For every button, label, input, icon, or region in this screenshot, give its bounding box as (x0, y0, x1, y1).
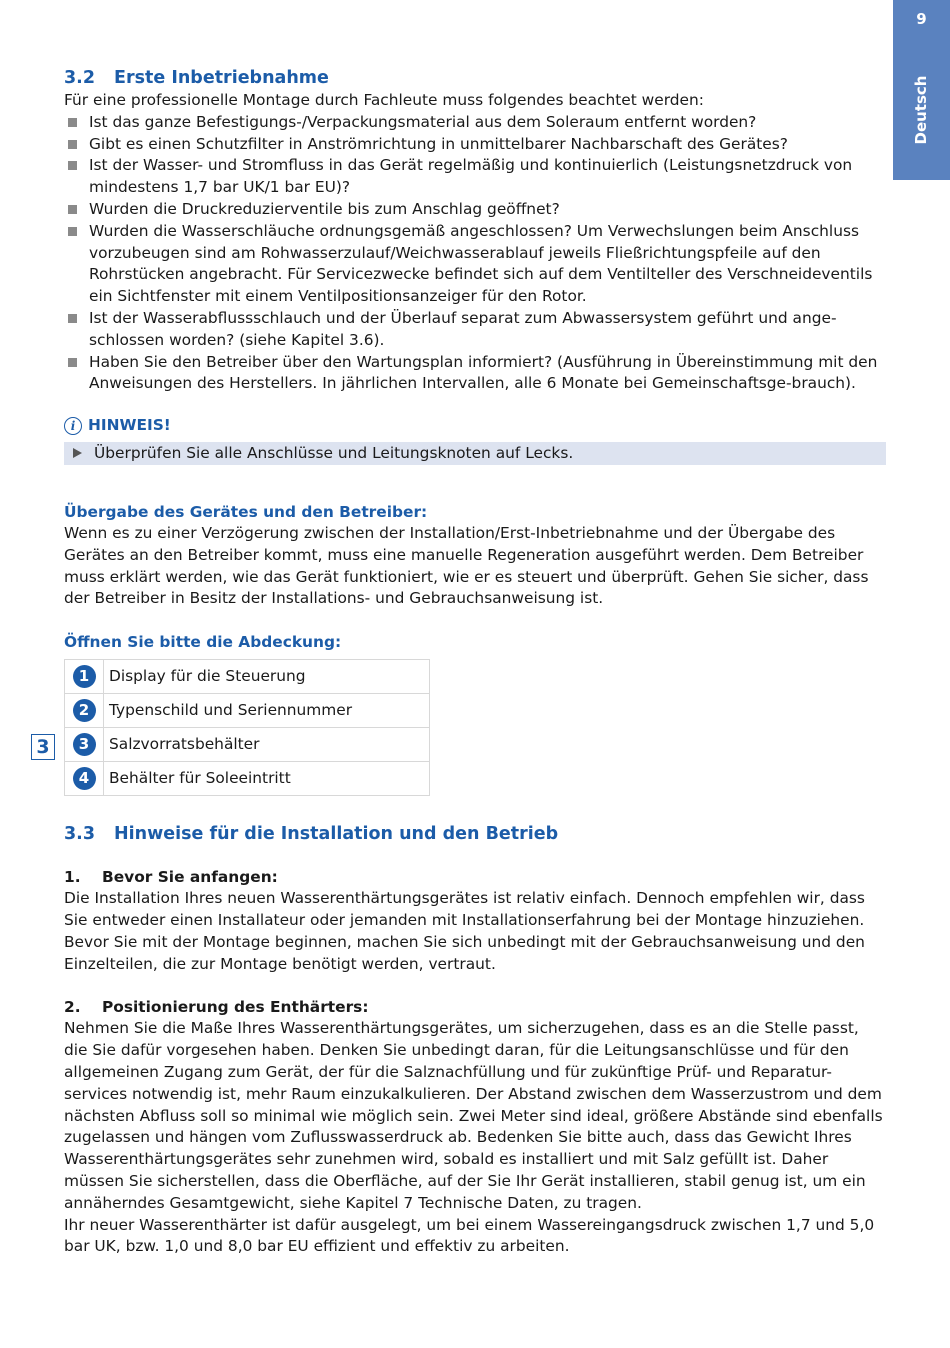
checklist (64, 112, 886, 395)
subsection-text: Ihr neuer Wasserenthärter ist dafür ausgelegt, um bei einem Wassereingangsdruck zwischen 1,7 und 5,0 bar UK, bzw. 1,0 und 8,0 bar EU effizient und effektiv zu arbeiten. (64, 1215, 875, 1256)
checklist-item: Ist das ganze Befestigungs-/Verpackungsmaterial aus dem Soleraum entfernt worden? (64, 112, 886, 134)
number-badge: 4 (73, 767, 96, 790)
subsection-heading (64, 866, 886, 888)
subsection-title: Bevor Sie anfangen: (102, 868, 278, 887)
checklist-item: Gibt es einen Schutzfilter in Anströmrichtung in unmittelbarer Nachbarschaft des Gerätes? (64, 134, 886, 156)
checklist-item: Ist der Wasser- und Stromfluss in das Gerät regelmäßig und kontinuierlich (Leistungsnetzdruck von mindestens 1,7 bar UK/1 bar EU)? (64, 155, 886, 199)
subsection-text: Nehmen Sie die Maße Ihres Wasserenthärtungsgerätes, um sicherzugehen, dass es an die Stelle passt, die Sie dafür vorgesehen haben. Denken Sie unbedingt daran, für die Leitungsanschlüsse und für den allgemeinen Zugang zum Gerät, der für die Salznachfüllung und für zukünftige Prüf- und Reparatur-services notwendig ist, mehr Raum einzukalkulieren. Der Abstand zwischen dem Wasserzustrom und dem nächsten Abfluss soll so minimal wie möglich sein. Zwei Meter sind ideal, größere Abstände sind ebenfalls zugelassen und hängen vom Zuflusswasserdruck ab. Bedenken Sie bitte auch, dass das Gewicht Ihres Wasserenthärtungsgerätes sehr zunehmen wird, sobald es installiert und mit Salz gefüllt ist. Daher müssen Sie sicherstellen, dass die Oberfläche, auf der Sie Ihr Gerät installieren, stabil genug ist, um ein annäherndes Gesamtgewicht, siehe Kapitel 7 Technische Daten, zu tragen. (64, 1019, 883, 1212)
section-intro: Für eine professionelle Montage durch Fachleute muss folgendes beachtet werden: (64, 91, 704, 109)
table-row (65, 762, 430, 796)
number-badge: 1 (73, 665, 96, 688)
section-title: Erste Inbetriebnahme (114, 68, 329, 88)
figure-reference-label: 3 (31, 734, 55, 760)
triangle-right-icon (73, 448, 82, 458)
checklist-item: Wurden die Druckreduzierventile bis zum Anschlag geöffnet? (64, 199, 886, 221)
page-content (64, 66, 886, 1258)
number-badge: 2 (73, 699, 96, 722)
hint-box (64, 442, 886, 465)
cover-parts-table (64, 659, 430, 796)
part-label: Behälter für Soleeintritt (104, 762, 430, 796)
hint-text: Überprüfen Sie alle Anschlüsse und Leitungsknoten auf Lecks. (94, 443, 574, 462)
language-side-tab (893, 0, 950, 180)
subsection-heading (64, 996, 886, 1018)
table-row (65, 728, 430, 762)
hint-label: HINWEIS! (88, 416, 171, 435)
part-label: Typenschild und Seriennummer (104, 694, 430, 728)
section-number: 3.3 (64, 824, 96, 845)
page-number: 9 (916, 10, 927, 28)
section-3-3-heading (64, 822, 886, 846)
section-number: 3.2 (64, 68, 96, 88)
table-row (65, 660, 430, 694)
checklist-item: Ist der Wasserabflussschlauch und der Überlauf separat zum Abwassersystem geführt und ange-schlossen worden? (siehe Kapitel 3.6). (64, 308, 886, 352)
section-title: Hinweise für die Installation und den Betrieb (114, 824, 559, 845)
subsection-number: 2. (64, 998, 81, 1017)
checklist-item: Haben Sie den Betreiber über den Wartungsplan informiert? (Ausführung in Übereinstimmung mit den Anweisungen des Herstellers. In jährlichen Intervallen, alle 6 Monate bei Gemeinschaftsge-brauch). (64, 352, 886, 396)
checklist-item: Wurden die Wasserschläuche ordnungsgemäß angeschlossen? Um Verwechslungen beim Anschluss vorzubeugen sind am Rohwasserzulauf/Weichwasserablauf jeweils Fließrichtungspfeile auf den Rohrstücken angebracht. Für Servicezwecke befindet sich auf dem Ventilteller des Verschneideventils ein Sichtfenster mit einem Ventilpositionsanzeiger für den Rotor. (64, 221, 886, 308)
part-label: Display für die Steuerung (104, 660, 430, 694)
subsection-text: Die Installation Ihres neuen Wasserenthärtungsgerätes ist relativ einfach. Dennoch empfehlen wir, dass Sie entweder einen Installateur oder jemanden mit Installationserfahrung bei der Montage hinzuziehen. Bevor Sie mit der Montage beginnen, machen Sie sich unbedingt mit der Gebrauchsanweisung und den Einzelteilen, die zur Montage benötigt werden, vertraut. (64, 889, 865, 973)
table-row (65, 694, 430, 728)
subsection-title: Positionierung des Enthärters: (102, 998, 369, 1017)
number-badge: 3 (73, 733, 96, 756)
handover-heading: Übergabe des Gerätes und den Betreiber: (64, 502, 428, 521)
cover-heading: Öffnen Sie bitte die Abdeckung: (64, 633, 342, 652)
section-3-2-heading (64, 66, 886, 90)
language-label: Deutsch (912, 75, 930, 145)
part-label: Salzvorratsbehälter (104, 728, 430, 762)
info-icon: i (64, 417, 82, 435)
subsection-number: 1. (64, 868, 81, 887)
handover-text: Wenn es zu einer Verzögerung zwischen der Installation/Erst-Inbetriebnahme und der Übergabe des Gerätes an den Betreiber kommt, muss eine manuelle Regeneration ausgeführt werden. Dem Betreiber muss erklärt werden, wie das Gerät funktioniert, wie er es steuert und überprüft. Gehen Sie sicher, dass der Betreiber in Besitz der Installations- und Gebrauchsanweisung ist. (64, 523, 869, 608)
hint-heading (64, 415, 886, 437)
